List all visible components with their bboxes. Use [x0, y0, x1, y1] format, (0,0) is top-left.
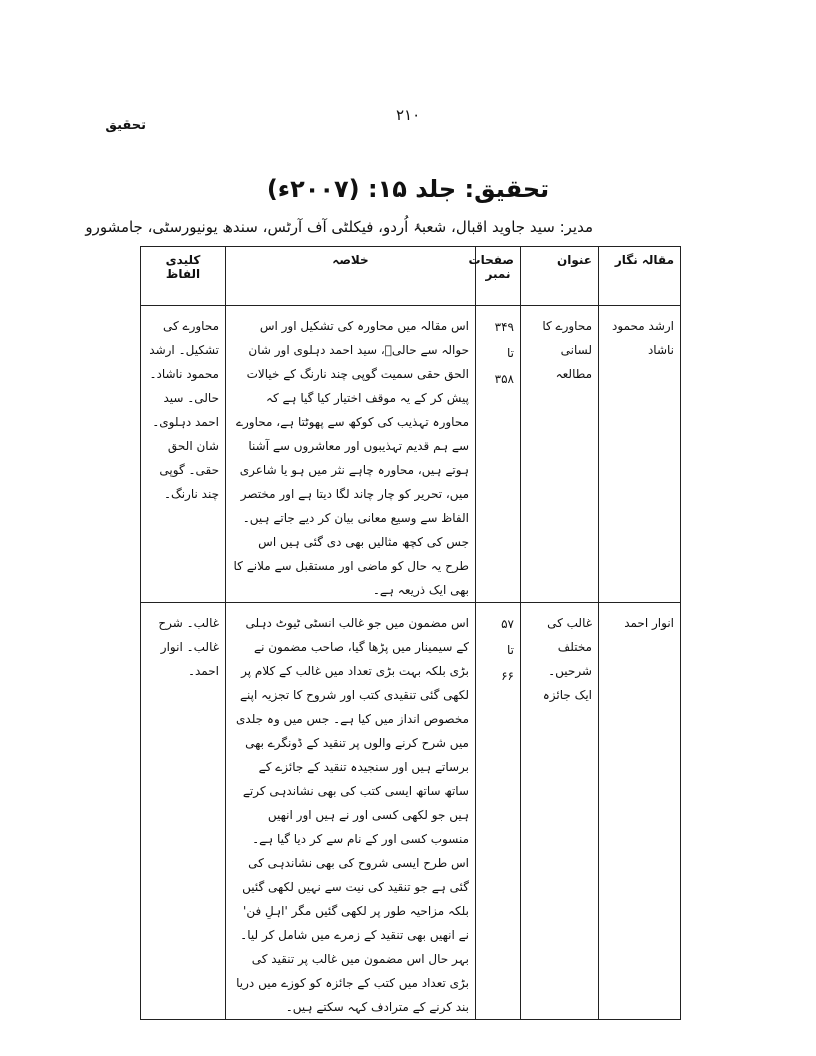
editor-line: مدیر: سید جاوید اقبال، شعبۂ اُردو، فیکلٹی آف آرٹس، سندھ یونیورسٹی، جامشورو — [85, 218, 593, 236]
header-summary: خلاصہ — [226, 247, 476, 306]
page-start: ۳۴۹ — [494, 320, 514, 334]
page-start: ۵۷ — [501, 617, 514, 631]
header-title: عنوان — [521, 247, 599, 306]
table-header-row — [141, 247, 681, 306]
header-pages: صفحات نمبر — [476, 247, 521, 306]
pages-cell — [476, 306, 521, 603]
journal-title: تحقیق: جلد ۱۵: (۲۰۰۷ء) — [266, 175, 550, 203]
header-keywords: کلیدی الفاظ — [141, 247, 226, 306]
table-row — [141, 306, 681, 603]
page-end: ۶۶ — [501, 669, 514, 683]
page-separator: تا — [507, 346, 514, 360]
table-row — [141, 603, 681, 1020]
summary-cell: اس مضمون میں جو غالب انسٹی ٹیوٹ دہلی کے سیمینار میں پڑھا گیا، صاحب مضمون نے بڑی بلکہ بہت بڑی تعداد میں غالب کے کلام پر لکھی گئی تنقیدی کتب اور شروح کا تجزیہ اپنے مخصوص انداز میں کیا ہے۔ جس میں وہ جلدی میں شرح کرنے والوں پر تنقید کے ڈونگرے بھی برساتے ہیں اور سنجیدہ تنقید کے جائزے کے ساتھ ساتھ ایسی کتب کی بھی نشاندہی کرتے ہیں جو لکھی کسی اور نے ہیں اور انھیں منسوب کسی اور کے نام سے کر دیا گیا ہے۔ اس طرح ایسی شروح کی بھی نشاندہی کی گئی ہے جو تنقید کی نیت سے نہیں لکھی گئیں بلکہ مزاحیہ طور پر لکھی گئیں مگر 'اہلِ فن' نے انھیں بھی تنقید کے زمرے میں شامل کر لیا۔ بہر حال اس مضمون میں غالب پر تنقید کی بڑی تعداد میں کتب کے جائزہ کو کوزے میں دریا بند کرنے کے مترادف کہہ سکتے ہیں۔ — [226, 603, 476, 1020]
page-separator: تا — [507, 643, 514, 657]
summary-cell: اس مقالہ میں محاورہ کی تشکیل اور اس حوالہ سے حالیؔ، سید احمد دہلوی اور شان الحق حقی سمیت گوپی چند نارنگ کے خیالات پیش کر کے یہ موقف اختیار کیا گیا ہے کہ محاورہ تہذیب کی کوکھ سے پھوٹتا ہے، محاورے سے ہم قدیم تہذیبوں اور معاشروں سے آشنا ہوتے ہیں، محاورہ چاہے نثر میں ہو یا شاعری میں، تحریر کو چار چاند لگا دیتا ہے اور مختصر الفاظ سے وسیع معانی بیان کر دیے جاتے ہیں۔ جس کی کچھ مثالیں بھی دی گئی ہیں اس طرح یہ حال کو ماضی اور مستقبل سے ملانے کا بھی ایک ذریعہ ہے۔ — [226, 306, 476, 603]
running-header: تحقیق — [105, 118, 146, 133]
title-cell: غالب کی مختلف شرحیں۔ ایک جائزہ — [521, 603, 599, 1020]
articles-table — [140, 246, 681, 1020]
author-cell: ارشد محمود ناشاد — [599, 306, 681, 603]
page-end: ۳۵۸ — [494, 372, 514, 386]
keywords-cell: غالب۔ شرح غالب۔ انوار احمد۔ — [141, 603, 226, 1020]
header-author: مقالہ نگار — [599, 247, 681, 306]
author-cell: انوار احمد — [599, 603, 681, 1020]
page-number: ۲۱۰ — [396, 106, 421, 124]
pages-cell — [476, 603, 521, 1020]
title-cell: محاورے کا لسانی مطالعہ — [521, 306, 599, 603]
keywords-cell: محاورے کی تشکیل۔ ارشد محمود ناشاد۔ حالی۔ سید احمد دہلوی۔ شان الحق حقی۔ گوپی چند نارنگ۔ — [141, 306, 226, 603]
